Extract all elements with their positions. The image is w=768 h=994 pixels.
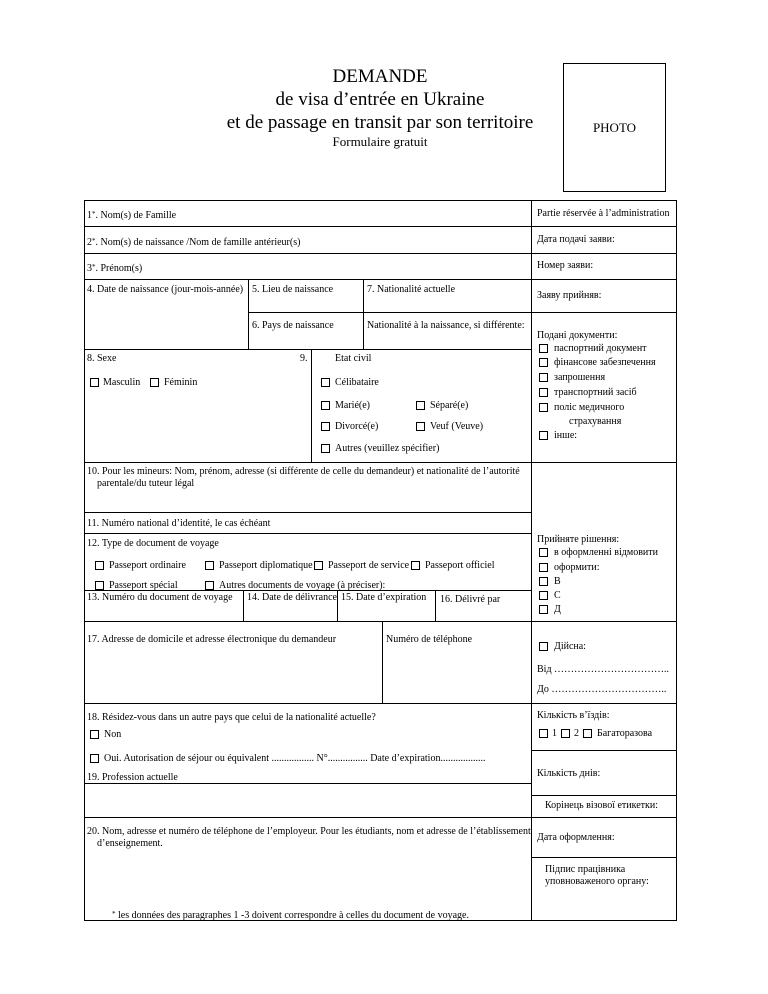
form-title-line2: de visa d’entrée en Ukraine — [275, 89, 485, 110]
admin-decision: Прийняте рішення: — [537, 534, 620, 545]
admin-doc-insurance-checkbox[interactable] — [539, 403, 548, 412]
residence-oui-checkbox[interactable] — [90, 754, 99, 763]
sexe-feminin-checkbox[interactable] — [150, 378, 159, 387]
admin-entry-2: 2 — [574, 728, 579, 739]
etat-autres-label: Autres (veuillez spécifier) — [335, 443, 440, 454]
admin-type-c: С — [554, 590, 561, 601]
doc-service-label: Passeport de service — [328, 560, 410, 571]
admin-valid-to: До …………………………….. — [537, 684, 667, 695]
admin-doc-insurance: поліс медичного — [554, 402, 625, 413]
doc-special-label: Passeport spécial — [109, 580, 178, 591]
doc-officiel-label: Passeport officiel — [425, 560, 495, 571]
admin-valid: Дійсна: — [554, 641, 586, 652]
admin-days: Кількість днів: — [537, 768, 601, 779]
etat-divorce-checkbox[interactable] — [321, 422, 330, 431]
residence-oui-label: Oui. Autorisation de séjour ou équivalent ................. N°................ Date d’expiration.................. — [104, 753, 486, 764]
doc-officiel-checkbox[interactable] — [411, 561, 420, 570]
form-title-line1: DEMANDE — [332, 66, 428, 87]
etat-veuf-checkbox[interactable] — [416, 422, 425, 431]
field-7-label: 7. Nationalité actuelle — [367, 284, 456, 295]
residence-non-label: Non — [104, 729, 122, 740]
form-left-border — [84, 200, 85, 920]
form-top-border — [84, 200, 677, 201]
admin-date-submit: Дата подачі заяви: — [537, 234, 615, 245]
field-4-label: 4. Date de naissance (jour-mois-année) — [87, 284, 244, 295]
admin-issue-checkbox[interactable] — [539, 563, 548, 572]
doc-special-checkbox[interactable] — [95, 581, 104, 590]
admin-type-d-checkbox[interactable] — [539, 605, 548, 614]
doc-ordinaire-checkbox[interactable] — [95, 561, 104, 570]
field-19-label: 19. Profession actuelle — [87, 772, 178, 783]
photo-box[interactable] — [563, 63, 666, 192]
sexe-masculin-label: Masculin — [103, 377, 141, 388]
admin-doc-finance: фінансове забезпечення — [554, 357, 656, 368]
admin-doc-passport-checkbox[interactable] — [539, 344, 548, 353]
sexe-masculin-checkbox[interactable] — [90, 378, 99, 387]
admin-doc-insurance-line2: страхування — [569, 416, 622, 427]
field-16-label: 16. Délivré par — [440, 594, 501, 605]
form-right-border — [676, 200, 677, 920]
doc-diplomatique-label: Passeport diplomatique — [219, 560, 313, 571]
admin-entries-label: Кількість в’їздів: — [537, 710, 610, 721]
admin-doc-vehicle-checkbox[interactable] — [539, 388, 548, 397]
field-9-label: Etat civil — [335, 353, 372, 364]
field-18-label: 18. Résidez-vous dans un autre pays que celui de la nationalité actuelle? — [87, 712, 376, 723]
doc-service-checkbox[interactable] — [314, 561, 323, 570]
field-5-label: 5. Lieu de naissance — [252, 284, 334, 295]
admin-refuse: в оформленні відмовити — [554, 547, 658, 558]
etat-marie-label: Marié(e) — [335, 400, 370, 411]
sexe-feminin-label: Féminin — [164, 377, 198, 388]
admin-stub: Корінець візової етикетки: — [545, 800, 659, 811]
doc-diplomatique-checkbox[interactable] — [205, 561, 214, 570]
admin-entry-1-checkbox[interactable] — [539, 729, 548, 738]
admin-docs-title: Подані документи: — [537, 330, 618, 341]
admin-entry-1: 1 — [552, 728, 557, 739]
field-2-label: 2*. Nom(s) de naissance /Nom de famille antérieur(s) — [87, 237, 301, 248]
field-17-phone-label: Numéro de téléphone — [386, 634, 473, 645]
admin-signature-line1: Підпис працівника — [545, 864, 626, 875]
field-20-label-line1: 20. Nom, adresse et numéro de téléphone de l’employeur. Pour les étudiants, nom et adresse de l’établissement — [87, 826, 531, 837]
admin-type-b-checkbox[interactable] — [539, 577, 548, 586]
admin-title: Partie réservée à l’administration — [537, 208, 670, 219]
field-6-label: 6. Pays de naissance — [252, 320, 334, 331]
admin-doc-other: інше: — [554, 430, 578, 441]
field-13-label: 13. Numéro du document de voyage — [87, 592, 233, 603]
field-11-label: 11. Numéro national d’identité, le cas échéant — [87, 518, 271, 529]
etat-celibataire-label: Célibataire — [335, 377, 379, 388]
admin-doc-finance-checkbox[interactable] — [539, 358, 548, 367]
admin-entry-multi: Багаторазова — [597, 728, 653, 739]
etat-autres-checkbox[interactable] — [321, 444, 330, 453]
etat-separe-checkbox[interactable] — [416, 401, 425, 410]
admin-doc-other-checkbox[interactable] — [539, 431, 548, 440]
admin-doc-invitation-checkbox[interactable] — [539, 373, 548, 382]
field-20-label-line2: d’enseignement. — [97, 838, 163, 849]
admin-doc-vehicle: транспортний засіб — [554, 387, 637, 398]
admin-type-d: Д — [554, 604, 561, 615]
admin-valid-from: Від …………………………….. — [537, 664, 670, 675]
admin-type-b: В — [554, 576, 561, 587]
field-8-label: 8. Sexe — [87, 353, 117, 364]
field-14-label: 14. Date de délivrance — [247, 592, 337, 603]
doc-autres-label: Autres documents de voyage (à préciser): — [219, 580, 386, 591]
field-3-label: 3*. Prénom(s) — [87, 263, 143, 274]
field-9-number: 9. — [300, 353, 308, 364]
admin-valid-checkbox[interactable] — [539, 642, 548, 651]
field-15-label: 15. Date d’expiration — [341, 592, 427, 603]
doc-ordinaire-label: Passeport ordinaire — [109, 560, 186, 571]
field-12-label: 12. Type de document de voyage — [87, 538, 219, 549]
admin-entry-multi-checkbox[interactable] — [583, 729, 592, 738]
admin-issue: оформити: — [554, 562, 600, 573]
residence-non-checkbox[interactable] — [90, 730, 99, 739]
admin-type-c-checkbox[interactable] — [539, 591, 548, 600]
admin-doc-invitation: запрошення — [554, 372, 606, 383]
field-1-label: 1*. Nom(s) de Famille — [87, 210, 177, 221]
field-17-label: 17. Adresse de domicile et adresse électronique du demandeur — [87, 634, 337, 645]
form-subtitle: Formulaire gratuit — [332, 134, 428, 149]
field-10-label-line2: parentale/du tuteur légal — [97, 478, 195, 489]
admin-accepted: Заяву прийняв: — [537, 290, 602, 301]
form-title-line3: et de passage en transit par son territoire — [226, 112, 534, 133]
doc-autres-checkbox[interactable] — [205, 581, 214, 590]
form-divider — [531, 200, 532, 920]
field-10-label-line1: 10. Pour les mineurs: Nom, prénom, adresse (si différente de celle du demandeur) et nationalité de l’autorité — [87, 466, 520, 477]
photo-label: PHOTO — [592, 120, 637, 135]
admin-refuse-checkbox[interactable] — [539, 548, 548, 557]
field-7b-label: Nationalité à la naissance, si différente: — [367, 320, 525, 331]
etat-marie-checkbox[interactable] — [321, 401, 330, 410]
etat-separe-label: Séparé(e) — [430, 400, 469, 411]
admin-doc-passport: паспортний документ — [554, 343, 647, 354]
etat-celibataire-checkbox[interactable] — [321, 378, 330, 387]
admin-number: Номер заяви: — [537, 260, 594, 271]
etat-veuf-label: Veuf (Veuve) — [430, 421, 484, 432]
etat-divorce-label: Divorcé(e) — [335, 421, 379, 432]
admin-issued-date: Дата оформлення: — [537, 832, 615, 843]
admin-entry-2-checkbox[interactable] — [561, 729, 570, 738]
footnote: * les données des paragraphes 1 -3 doivent correspondre à celles du document de voyage. — [112, 910, 469, 921]
admin-signature-line2: уповноваженого органу: — [545, 876, 649, 887]
